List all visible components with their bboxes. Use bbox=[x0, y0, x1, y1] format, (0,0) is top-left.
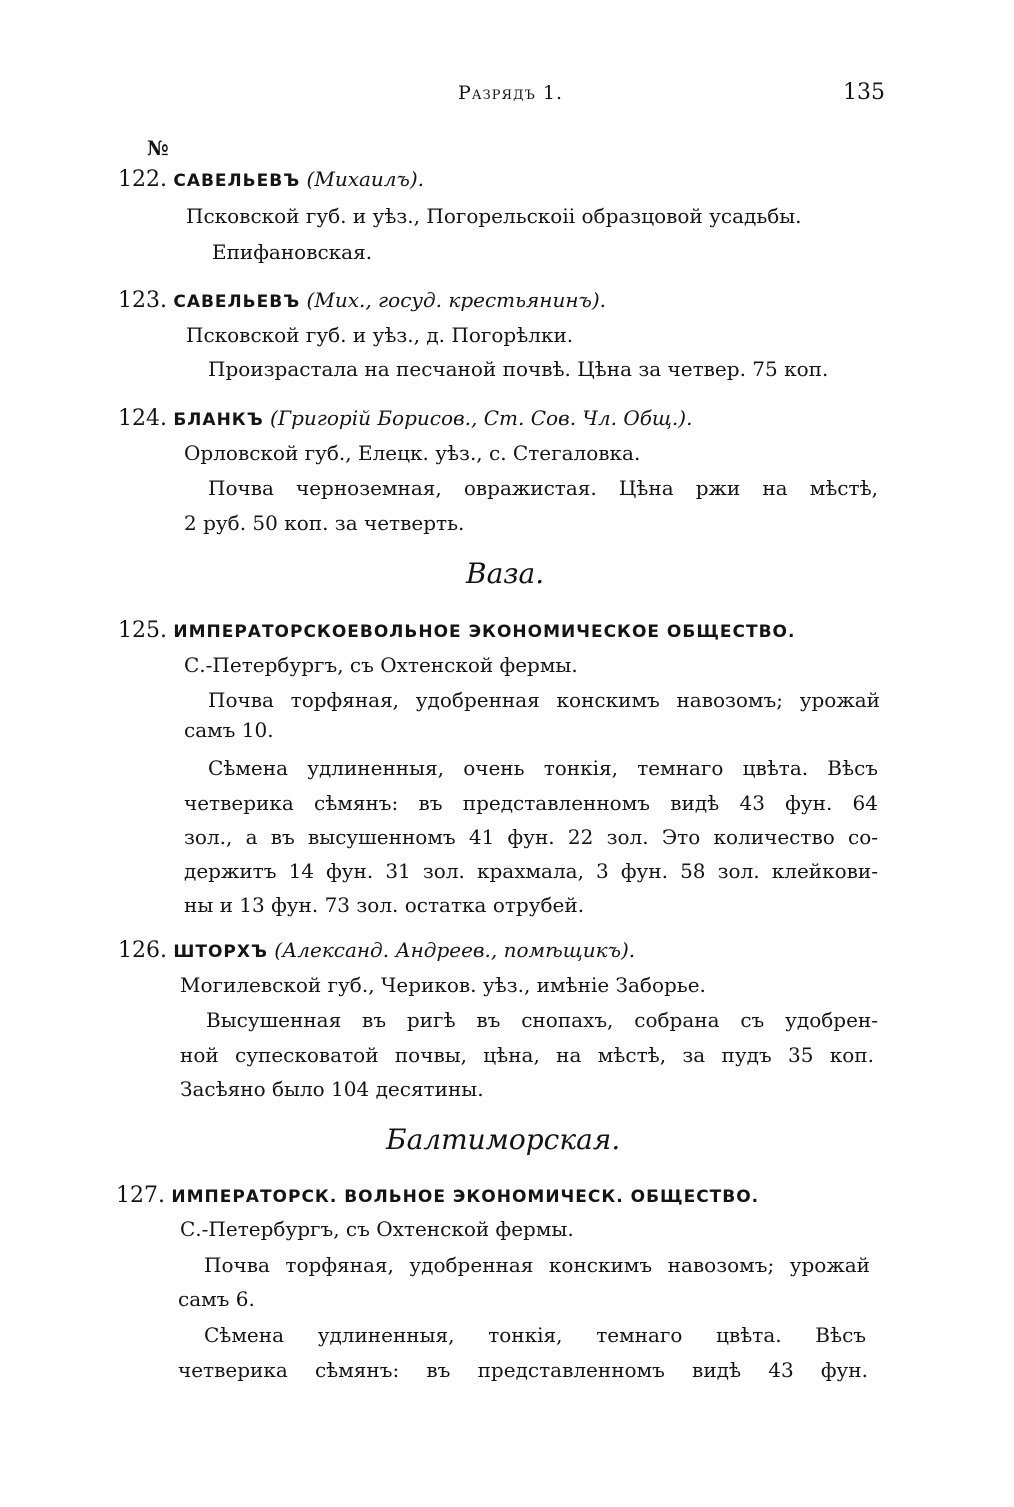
entry-name: САВЕЛЬЕВЪ bbox=[173, 292, 301, 312]
entry-126-location: Могилевской губ., Чериков. уѣз., имѣніе Заборье. bbox=[180, 973, 706, 997]
entry-122-location: Псковской губ. и уѣз., Погорельскоіі образцовой усадьбы. bbox=[186, 204, 802, 228]
entry-125-heading bbox=[118, 617, 795, 645]
entry-number: 124. bbox=[118, 406, 167, 431]
entry-125-location: С.-Петербургъ, съ Охтенской фермы. bbox=[184, 653, 578, 677]
entry-127-detail-line: Почва торфяная, удобренная конскимъ навозомъ; урожай bbox=[204, 1253, 870, 1277]
entry-127-detail-line: четверика сѣмянъ: въ представленномъ видѣ 43 фун. bbox=[178, 1358, 868, 1382]
entry-126-detail-line: Засѣяно было 104 десятины. bbox=[180, 1077, 484, 1101]
entry-127-location: С.-Петербургъ, съ Охтенской фермы. bbox=[180, 1217, 574, 1241]
entry-number: 123. bbox=[118, 288, 167, 313]
entry-number: 122. bbox=[118, 167, 167, 192]
entry-125-detail-line: зол., а въ высушенномъ 41 фун. 22 зол. Это количество со- bbox=[184, 825, 878, 849]
entry-name: ШТОРХЪ bbox=[173, 942, 268, 962]
entry-126-heading bbox=[118, 937, 635, 965]
entry-123-location: Псковской губ. и уѣз., д. Погорѣлки. bbox=[186, 323, 574, 347]
entry-125-detail-line: Почва торфяная, удобренная конскимъ навозомъ; урожай bbox=[208, 688, 880, 712]
entry-owner: (Мих., госуд. крестьянинъ). bbox=[306, 288, 606, 312]
entry-127-heading bbox=[116, 1182, 759, 1210]
entry-124-heading bbox=[118, 405, 692, 433]
entry-number: 126. bbox=[118, 938, 167, 963]
entry-name: ИМПЕРАТОРСКОЕВОЛЬНОЕ ЭКОНОМИЧЕСКОЕ ОБЩЕСТВО. bbox=[173, 622, 796, 642]
entry-125-detail-line: четверика сѣмянъ: въ представленномъ видѣ 43 фун. 64 bbox=[184, 791, 878, 815]
entry-127-detail-line: Сѣмена удлиненныя, тонкія, темнаго цвѣта. Вѣсъ bbox=[204, 1323, 866, 1347]
entry-122-heading bbox=[118, 166, 424, 194]
entry-125-detail-line: держитъ 14 фун. 31 зол. крахмала, 3 фун. 58 зол. клейкови- bbox=[184, 859, 878, 883]
entry-name: САВЕЛЬЕВЪ bbox=[173, 171, 301, 191]
entry-124-detail-line: Почва черноземная, овражистая. Цѣна ржи на мѣстѣ, bbox=[208, 476, 878, 500]
entry-125-detail-line: самъ 10. bbox=[184, 718, 274, 742]
entry-126-detail-line: Высушенная въ ригѣ въ снопахъ, собрана съ удобрен- bbox=[206, 1008, 878, 1032]
entry-number: 127. bbox=[116, 1183, 165, 1208]
entry-name: ИМПЕРАТОРСК. ВОЛЬНОЕ ЭКОНОМИЧЕСК. ОБЩЕСТВО. bbox=[171, 1187, 760, 1207]
entry-125-detail-line: Сѣмена удлиненныя, очень тонкія, темнаго цвѣта. Вѣсъ bbox=[208, 756, 878, 780]
number-sign: № bbox=[147, 136, 169, 160]
entry-122-detail: Епифановская. bbox=[212, 240, 373, 264]
entry-number: 125. bbox=[118, 618, 167, 643]
entry-123-detail: Произрастала на песчаной почвѣ. Цѣна за четвер. 75 коп. bbox=[208, 357, 829, 381]
running-title: Разрядъ 1. bbox=[458, 82, 564, 104]
section-heading-baltimore: Балтиморская. bbox=[386, 1123, 621, 1156]
page-number: 135 bbox=[843, 80, 885, 105]
entry-126-detail-line: ной супесковатой почвы, цѣна, на мѣстѣ, за пудъ 35 коп. bbox=[180, 1043, 874, 1067]
section-heading-vaza: Ваза. bbox=[466, 557, 545, 590]
entry-owner: (Александ. Андреев., помѣщикъ). bbox=[274, 938, 636, 962]
entry-127-detail-line: самъ 6. bbox=[178, 1287, 255, 1311]
entry-name: БЛАНКЪ bbox=[173, 410, 264, 430]
entry-123-heading bbox=[118, 287, 606, 315]
entry-124-location: Орловской губ., Елецк. уѣз., с. Стегаловка. bbox=[184, 441, 641, 465]
entry-124-detail-line: 2 руб. 50 коп. за четверть. bbox=[184, 511, 465, 535]
entry-owner: (Михаилъ). bbox=[306, 167, 425, 191]
entry-125-detail-line: ны и 13 фун. 73 зол. остатка отрубей. bbox=[184, 893, 585, 917]
entry-owner: (Григорій Борисов., Ст. Сов. Чл. Общ.). bbox=[270, 406, 693, 430]
